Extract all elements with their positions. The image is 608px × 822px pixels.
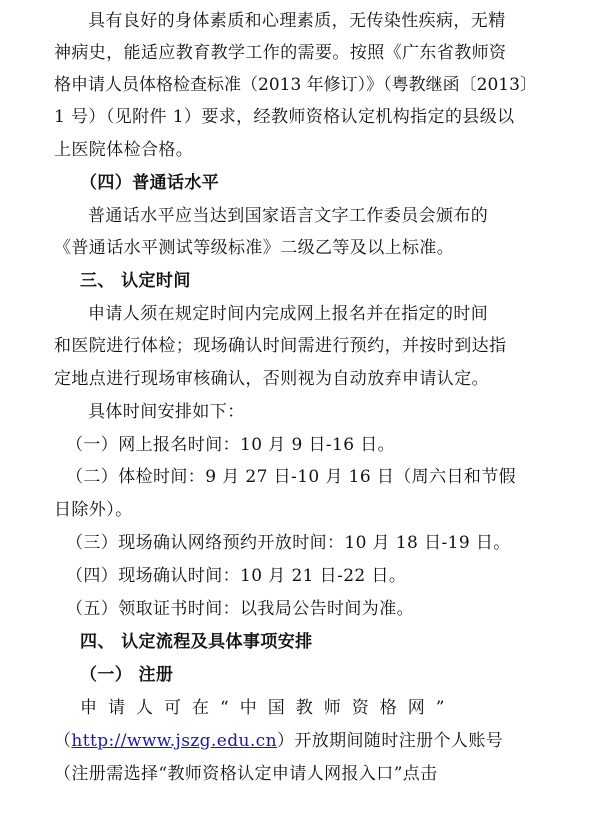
- paragraph-line: 上医院体检合格。: [54, 140, 194, 160]
- paragraph-line: 格申请人员体格检查标准（2013 年修订）》（粤教继函〔2013〕: [54, 75, 537, 95]
- section-heading: 三、 认定时间: [80, 271, 191, 291]
- paragraph-line: 具体时间安排如下：: [88, 402, 245, 422]
- paragraph-line: 具有良好的身体素质和心理素质，无传染性疾病，无精: [88, 11, 506, 31]
- paragraph-line: 和医院进行体检；现场确认时间需进行预约，并按时到达指: [54, 336, 507, 356]
- paren-open: （: [54, 731, 72, 751]
- paragraph-line: 1 号）（见附件 1）要求，经教师资格认定机构指定的县级以: [54, 107, 515, 127]
- paragraph-line: 普通话水平应当达到国家语言文字工作委员会颁布的: [88, 206, 489, 226]
- schedule-item: （二）体检时间：9 月 27 日-10 月 16 日（周六日和节假: [66, 467, 517, 487]
- paragraph-line: （注册需选择“教师资格认定申请人网报入口”点击: [54, 764, 438, 784]
- schedule-item: （三）现场确认网络预约开放时间：10 月 18 日-19 日。: [66, 533, 511, 553]
- paragraph-line: 《普通话水平测试等级标准》二级乙等及以上标准。: [54, 238, 455, 258]
- paragraph-text: ）开放期间随时注册个人账号: [276, 731, 504, 751]
- paragraph-line: 申请人须在规定时间内完成网上报名并在指定的时间: [88, 304, 489, 324]
- paragraph-line: 定地点进行现场审核确认，否则视为自动放弃申请认定。: [54, 369, 489, 389]
- jszg-link[interactable]: http://www.jszg.edu.cn: [71, 731, 277, 751]
- paragraph-line: 申请人可在“中国教师资格网”: [80, 698, 456, 718]
- schedule-item: 日除外）。: [54, 500, 133, 520]
- paragraph-line: 神病史，能适应教育教学工作的需要。按照《广东省教师资: [54, 43, 507, 63]
- section-heading: 四、 认定流程及具体事项安排: [80, 632, 313, 652]
- schedule-item: （五）领取证书时间：以我局公告时间为准。: [66, 599, 414, 619]
- paragraph-line: [54, 730, 590, 752]
- section-heading: （四）普通话水平: [80, 173, 220, 193]
- sub-heading: （一） 注册: [80, 665, 174, 685]
- schedule-item: （四）现场确认时间：10 月 21 日-22 日。: [66, 566, 407, 586]
- schedule-item: （一）网上报名时间：10 月 9 日-16 日。: [66, 435, 396, 455]
